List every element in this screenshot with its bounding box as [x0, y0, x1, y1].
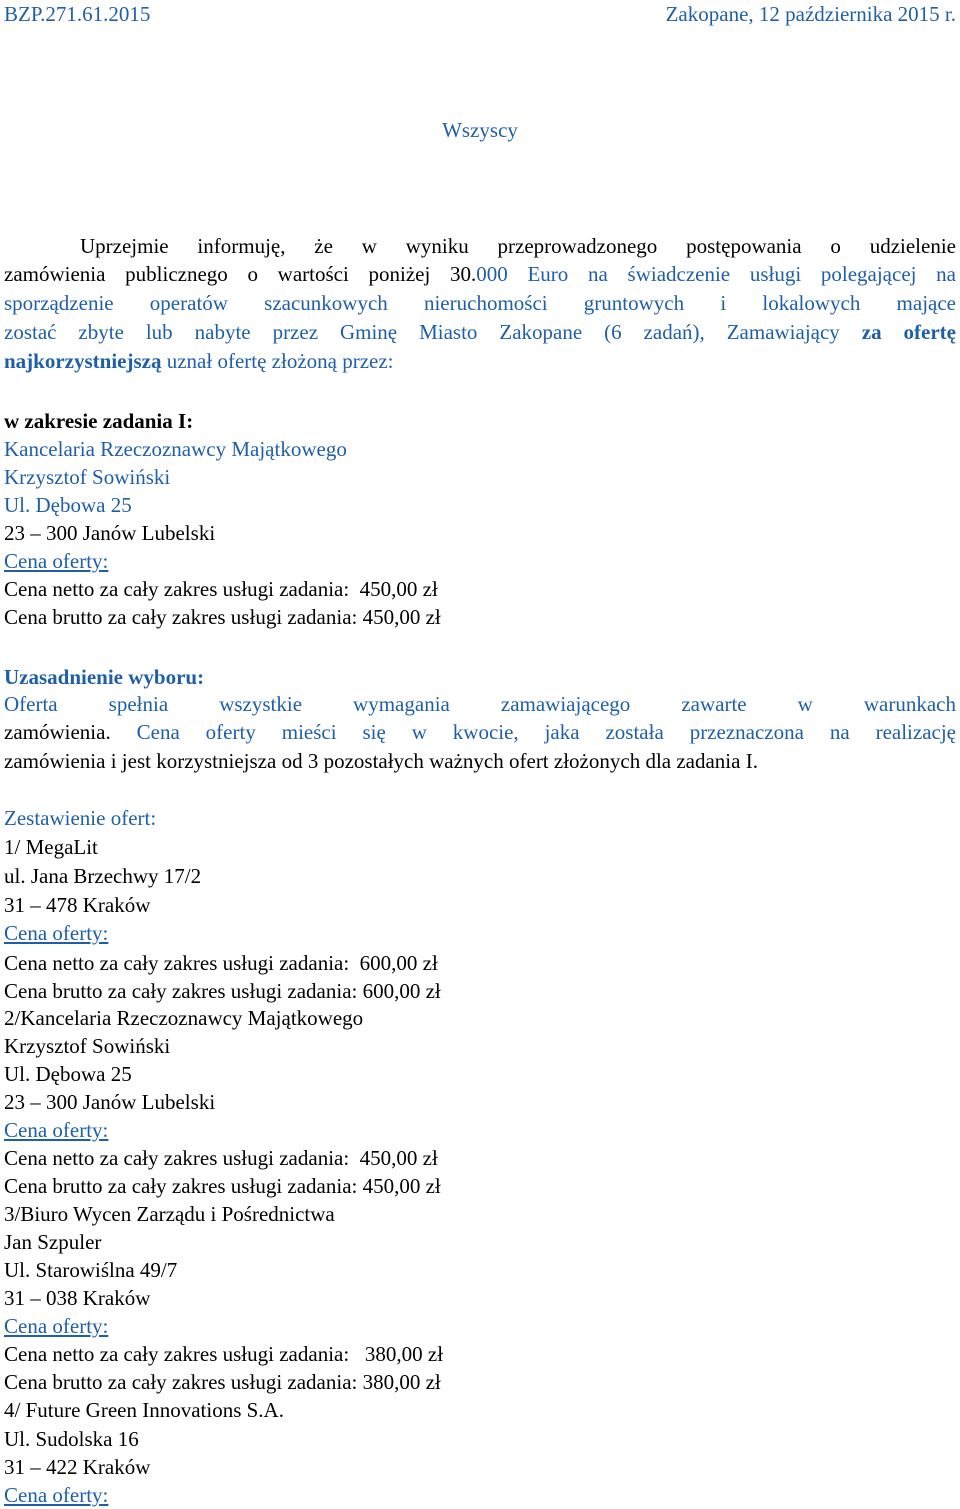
intro-line-3: sporządzenie operatów szacunkowych nieruchomości gruntowych i lokalowych mające: [4, 291, 956, 315]
justification-line-2: zamówienia. Cena oferty mieści się w kwocie, jaka została przeznaczona na realizację: [4, 720, 956, 744]
offer-3-gross-price: Cena brutto za cały zakres usługi zadania: 380,00 zł: [4, 1370, 441, 1394]
offer-2-price-label: Cena oferty:: [4, 1118, 109, 1142]
offer-4-name: 4/ Future Green Innovations S.A.: [4, 1398, 284, 1422]
offer-3-person: Jan Szpuler: [4, 1230, 102, 1254]
offer-4-price-label: Cena oferty:: [4, 1483, 109, 1507]
offer-3-price-label: Cena oferty:: [4, 1314, 109, 1338]
offer-1-name: 1/ MegaLit: [4, 835, 98, 859]
winner-person: Krzysztof Sowiński: [4, 465, 171, 489]
offer-2-city: 23 – 300 Janów Lubelski: [4, 1090, 216, 1114]
offer-4-city: 31 – 422 Kraków: [4, 1455, 151, 1479]
winner-gross-price: Cena brutto za cały zakres usługi zadania: 450,00 zł: [4, 605, 441, 629]
offer-3-net-price: Cena netto za cały zakres usługi zadania: 380,00 zł: [4, 1342, 444, 1366]
offer-2-net-price: Cena netto za cały zakres usługi zadania: 450,00 zł: [4, 1146, 438, 1170]
offer-2-gross-price: Cena brutto za cały zakres usługi zadania: 450,00 zł: [4, 1174, 441, 1198]
offer-2-name: 2/Kancelaria Rzeczoznawcy Majątkowego: [4, 1006, 364, 1030]
winner-street: Ul. Dębowa 25: [4, 493, 132, 517]
summary-heading: Zestawienie ofert:: [4, 806, 157, 830]
justification-line-1: Oferta spełnia wszystkie wymagania zamawiającego zawarte w warunkach: [4, 692, 956, 716]
justification-line-3: zamówienia i jest korzystniejsza od 3 pozostałych ważnych ofert złożonych dla zadania I.: [4, 749, 758, 773]
winner-name: Kancelaria Rzeczoznawcy Majątkowego: [4, 437, 347, 461]
document-date: Zakopane, 12 października 2015 r.: [665, 2, 956, 26]
offer-1-gross-price: Cena brutto za cały zakres usługi zadania: 600,00 zł: [4, 979, 441, 1003]
intro-line-4: zostać zbyte lub nabyte przez Gminę Miasto Zakopane (6 zadań), Zamawiający za ofertę: [4, 320, 956, 344]
reference-number: BZP.271.61.2015: [4, 2, 151, 26]
offer-1-net-price: Cena netto za cały zakres usługi zadania: 600,00 zł: [4, 951, 438, 975]
offer-2-street: Ul. Dębowa 25: [4, 1062, 132, 1086]
winner-net-price: Cena netto za cały zakres usługi zadania: 450,00 zł: [4, 577, 438, 601]
offer-1-city: 31 – 478 Kraków: [4, 893, 151, 917]
task-scope-heading: w zakresie zadania I:: [4, 409, 194, 433]
justification-heading: Uzasadnienie wyboru:: [4, 665, 205, 689]
offer-4-street: Ul. Sudolska 16: [4, 1427, 139, 1451]
offer-1-price-label: Cena oferty:: [4, 921, 109, 945]
intro-line-2: zamówienia publicznego o wartości poniżej 30.000 Euro na świadczenie usługi polegającej na: [4, 262, 956, 286]
winner-price-label: Cena oferty:: [4, 549, 109, 573]
offer-3-name: 3/Biuro Wycen Zarządu i Pośrednictwa: [4, 1202, 335, 1226]
intro-line-1: Uprzejmie informuję, że w wyniku przeprowadzonego postępowania o udzielenie: [80, 234, 956, 258]
offer-1-street: ul. Jana Brzechwy 17/2: [4, 864, 202, 888]
offer-3-city: 31 – 038 Kraków: [4, 1286, 151, 1310]
winner-city: 23 – 300 Janów Lubelski: [4, 521, 216, 545]
offer-2-person: Krzysztof Sowiński: [4, 1034, 171, 1058]
offer-3-street: Ul. Starowiślna 49/7: [4, 1258, 178, 1282]
intro-line-5: najkorzystniejszą uznał ofertę złożoną przez:: [4, 349, 394, 373]
addressee: Wszyscy: [442, 118, 518, 142]
